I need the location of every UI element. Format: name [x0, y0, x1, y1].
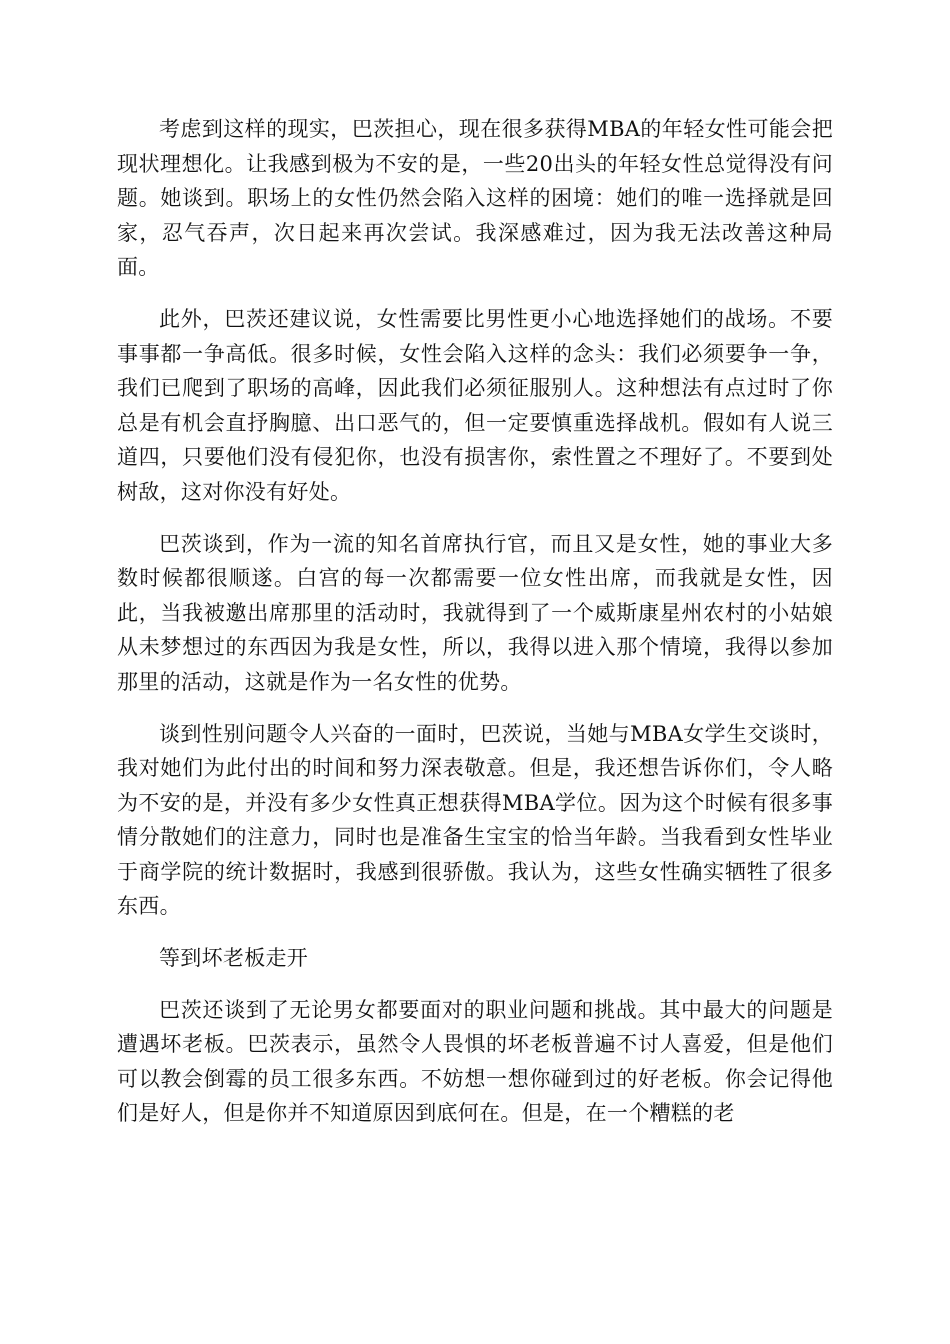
paragraph-4: 谈到性别问题令人兴奋的一面时，巴茨说，当她与MBA女学生交谈时，我对她们为此付出的时间和努力深表敬意。但是，我还想告诉你们，令人略为不安的是，并没有多少女性真正想获得MBA学位。因为这个时候有很多事情分散她们的注意力，同时也是准备生宝宝的恰当年龄。当我看到女性毕业于商学院的统计数据时，我感到很骄傲。我认为，这些女性确实牺牲了很多东西。 [117, 721, 833, 919]
paragraph-3: 巴茨谈到，作为一流的知名首席执行官，而且又是女性，她的事业大多数时候都很顺遂。白宫的每一次都需要一位女性出席，而我就是女性，因此，当我被邀出席那里的活动时，我就得到了一个威斯康星州农村的小姑娘从未梦想过的东西因为我是女性，所以，我得以进入那个情境，我得以参加那里的活动，这就是作为一名女性的优势。 [117, 531, 833, 694]
paragraph-5: 巴茨还谈到了无论男女都要面对的职业问题和挑战。其中最大的问题是遭遇坏老板。巴茨表示，虽然令人畏惧的坏老板普遍不讨人喜爱，但是他们可以教会倒霉的员工很多东西。不妨想一想你碰到过的好老板。你会记得他们是好人，但是你并不知道原因到底何在。但是，在一个糟糕的老 [117, 997, 833, 1126]
document-body [117, 112, 833, 1148]
paragraph-2: 此外，巴茨还建议说，女性需要比男性更小心地选择她们的战场。不要事事都一争高低。很多时候，女性会陷入这样的念头：我们必须要争一争，我们已爬到了职场的高峰，因此我们必须征服别人。这种想法有点过时了你总是有机会直抒胸臆、出口恶气的，但一定要慎重选择战机。假如有人说三道四，只要他们没有侵犯你，也没有损害你，索性置之不理好了。不要到处树敌，这对你没有好处。 [117, 306, 833, 504]
section-heading: 等到坏老板走开 [159, 946, 309, 971]
paragraph-1: 考虑到这样的现实，巴茨担心，现在很多获得MBA的年轻女性可能会把现状理想化。让我感到极为不安的是，一些20出头的年轻女性总觉得没有问题。她谈到。职场上的女性仍然会陷入这样的困境：她们的唯一选择就是回家，忍气吞声，次日起来再次尝试。我深感难过，因为我无法改善这种局面。 [117, 117, 833, 280]
